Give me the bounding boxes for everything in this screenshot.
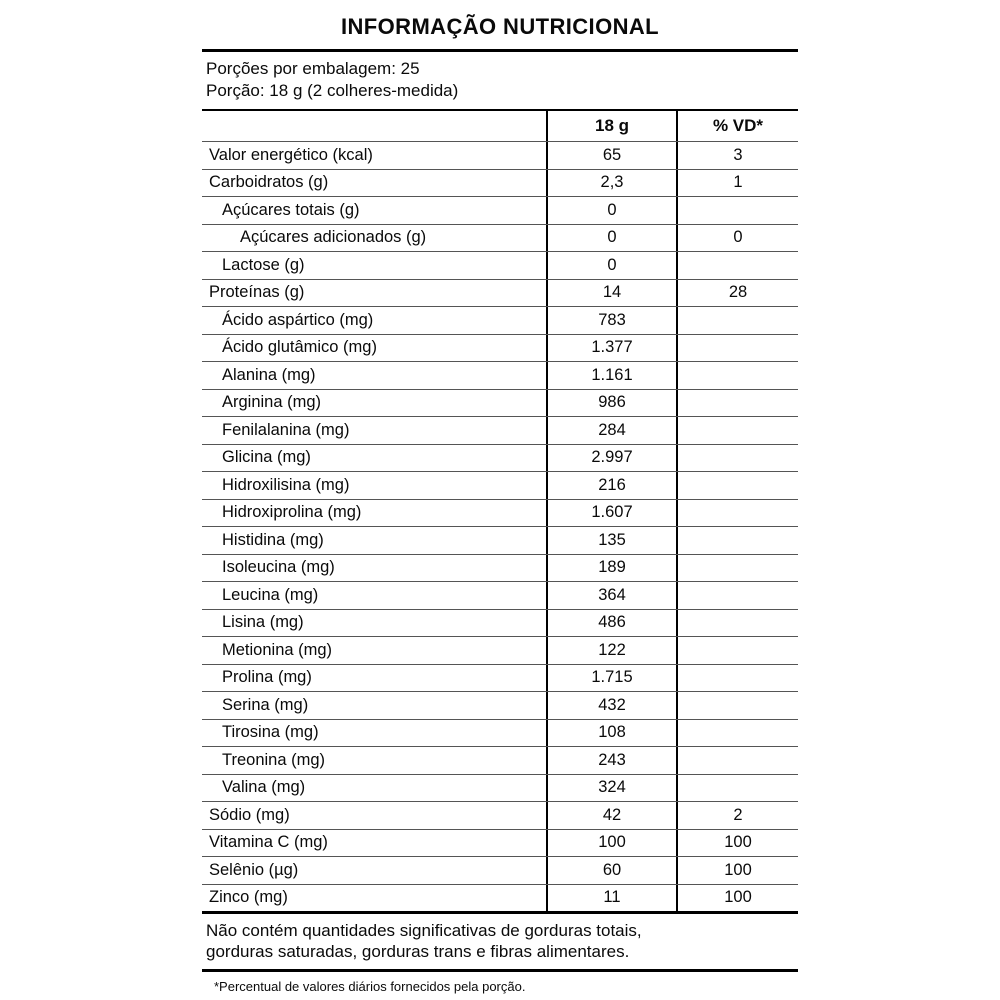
table-row — [202, 527, 798, 555]
nutrient-label: Hidroxilisina (mg) — [222, 475, 350, 494]
nutrient-label: Prolina (mg) — [222, 668, 312, 687]
nutrient-label: Alanina (mg) — [222, 365, 316, 384]
table-header-row — [202, 111, 798, 142]
nutrient-label: Vitamina C (mg) — [209, 833, 328, 852]
nutrient-amount: 1.161 — [546, 362, 676, 389]
table-row — [202, 500, 798, 528]
nutrient-vd: 28 — [676, 280, 798, 307]
nutrient-label: Valor energético (kcal) — [209, 145, 373, 164]
nutrient-label: Zinco (mg) — [209, 888, 288, 907]
table-row — [202, 335, 798, 363]
nutrient-vd — [676, 472, 798, 499]
nutrient-vd — [676, 582, 798, 609]
table-row — [202, 830, 798, 858]
note-line-2: gorduras saturadas, gorduras trans e fibras alimentares. — [206, 942, 630, 961]
nutrient-amount: 2,3 — [546, 170, 676, 197]
nutrient-label: Proteínas (g) — [209, 283, 305, 302]
nutrient-amount: 1.607 — [546, 500, 676, 527]
table-row — [202, 802, 798, 830]
nutrient-label: Hidroxiprolina (mg) — [222, 503, 362, 522]
nutrient-amount: 60 — [546, 857, 676, 884]
nutrient-label: Sódio (mg) — [209, 805, 290, 824]
nutrient-vd — [676, 362, 798, 389]
table-row — [202, 445, 798, 473]
nutrient-amount: 0 — [546, 252, 676, 279]
table-row — [202, 857, 798, 885]
nutrient-vd — [676, 527, 798, 554]
nutrient-amount: 100 — [546, 830, 676, 857]
table-row — [202, 665, 798, 693]
nutrient-vd — [676, 197, 798, 224]
table-row — [202, 197, 798, 225]
nutrient-amount: 135 — [546, 527, 676, 554]
nutrient-amount: 11 — [546, 885, 676, 912]
nutrient-vd — [676, 252, 798, 279]
table-row — [202, 417, 798, 445]
table-row — [202, 775, 798, 803]
table-row — [202, 362, 798, 390]
nutrient-vd: 1 — [676, 170, 798, 197]
table-row — [202, 252, 798, 280]
nutrient-label: Açúcares adicionados (g) — [240, 228, 427, 247]
nutrient-amount: 1.715 — [546, 665, 676, 692]
table-row — [202, 170, 798, 198]
table-row — [202, 307, 798, 335]
nutrient-label: Carboidratos (g) — [209, 173, 329, 192]
note-line-1: Não contém quantidades significativas de gorduras totais, — [206, 921, 642, 940]
nutrient-vd: 100 — [676, 830, 798, 857]
nutrient-label: Arginina (mg) — [222, 393, 322, 412]
nutrition-table — [202, 111, 798, 914]
nutrient-vd: 100 — [676, 885, 798, 912]
nutrient-vd — [676, 747, 798, 774]
nutrient-label: Lisina (mg) — [222, 613, 304, 632]
nutrient-amount: 216 — [546, 472, 676, 499]
daily-values-footnote: *Percentual de valores diários fornecidos pela porção. — [202, 972, 798, 1000]
portion-size: Porção: 18 g (2 colheres-medida) — [206, 81, 459, 100]
nutrient-amount: 189 — [546, 555, 676, 582]
nutrient-vd — [676, 637, 798, 664]
nutrient-vd — [676, 775, 798, 802]
nutrient-vd — [676, 307, 798, 334]
nutrient-vd — [676, 610, 798, 637]
nutrient-label: Selênio (µg) — [209, 860, 299, 879]
table-row — [202, 637, 798, 665]
nutrient-label: Açúcares totais (g) — [222, 200, 360, 219]
servings-per-package: Porções por embalagem: 25 — [206, 59, 420, 78]
nutrient-vd — [676, 500, 798, 527]
nutrient-amount: 0 — [546, 225, 676, 252]
header-empty-cell — [202, 111, 546, 141]
nutrient-vd — [676, 417, 798, 444]
table-row — [202, 142, 798, 170]
nutrient-amount: 783 — [546, 307, 676, 334]
table-row — [202, 472, 798, 500]
nutrient-amount: 0 — [546, 197, 676, 224]
nutrient-label: Treonina (mg) — [222, 750, 326, 769]
table-row — [202, 555, 798, 583]
nutrient-vd: 2 — [676, 802, 798, 829]
nutrient-vd — [676, 665, 798, 692]
nutrient-vd: 0 — [676, 225, 798, 252]
nutrient-vd — [676, 692, 798, 719]
nutrient-label: Isoleucina (mg) — [222, 558, 335, 577]
nutrient-vd — [676, 390, 798, 417]
header-vd-column: % VD* — [676, 111, 798, 141]
nutrient-label: Metionina (mg) — [222, 640, 333, 659]
nutrient-amount: 486 — [546, 610, 676, 637]
nutrient-amount: 122 — [546, 637, 676, 664]
table-row — [202, 280, 798, 308]
nutrient-label: Ácido aspártico (mg) — [222, 310, 374, 329]
table-row — [202, 885, 798, 912]
nutrient-amount: 2.997 — [546, 445, 676, 472]
nutrient-vd — [676, 335, 798, 362]
no-significant-amounts-note — [202, 914, 798, 972]
table-row — [202, 747, 798, 775]
table-row — [202, 225, 798, 253]
nutrition-label — [202, 0, 798, 1000]
nutrient-label: Valina (mg) — [222, 778, 306, 797]
nutrient-amount: 364 — [546, 582, 676, 609]
nutrient-vd — [676, 445, 798, 472]
nutrient-label: Ácido glutâmico (mg) — [222, 338, 377, 357]
serving-info — [202, 52, 798, 111]
header-amount-column: 18 g — [546, 111, 676, 141]
nutrient-amount: 284 — [546, 417, 676, 444]
nutrient-label: Histidina (mg) — [222, 530, 324, 549]
nutrient-label: Tirosina (mg) — [222, 723, 319, 742]
nutrient-label: Serina (mg) — [222, 695, 309, 714]
label-title: INFORMAÇÃO NUTRICIONAL — [202, 6, 798, 52]
table-row — [202, 582, 798, 610]
nutrient-vd — [676, 720, 798, 747]
nutrient-amount: 243 — [546, 747, 676, 774]
nutrient-label: Glicina (mg) — [222, 448, 311, 467]
nutrient-label: Fenilalanina (mg) — [222, 420, 350, 439]
nutrient-amount: 432 — [546, 692, 676, 719]
nutrient-amount: 108 — [546, 720, 676, 747]
nutrient-amount: 986 — [546, 390, 676, 417]
nutrient-vd: 3 — [676, 142, 798, 169]
table-row — [202, 692, 798, 720]
nutrient-label: Leucina (mg) — [222, 585, 319, 604]
nutrient-amount: 1.377 — [546, 335, 676, 362]
table-row — [202, 720, 798, 748]
nutrient-amount: 324 — [546, 775, 676, 802]
nutrient-vd — [676, 555, 798, 582]
nutrient-vd: 100 — [676, 857, 798, 884]
nutrient-amount: 42 — [546, 802, 676, 829]
nutrient-amount: 65 — [546, 142, 676, 169]
table-row — [202, 610, 798, 638]
nutrient-amount: 14 — [546, 280, 676, 307]
nutrient-label: Lactose (g) — [222, 255, 305, 274]
table-row — [202, 390, 798, 418]
